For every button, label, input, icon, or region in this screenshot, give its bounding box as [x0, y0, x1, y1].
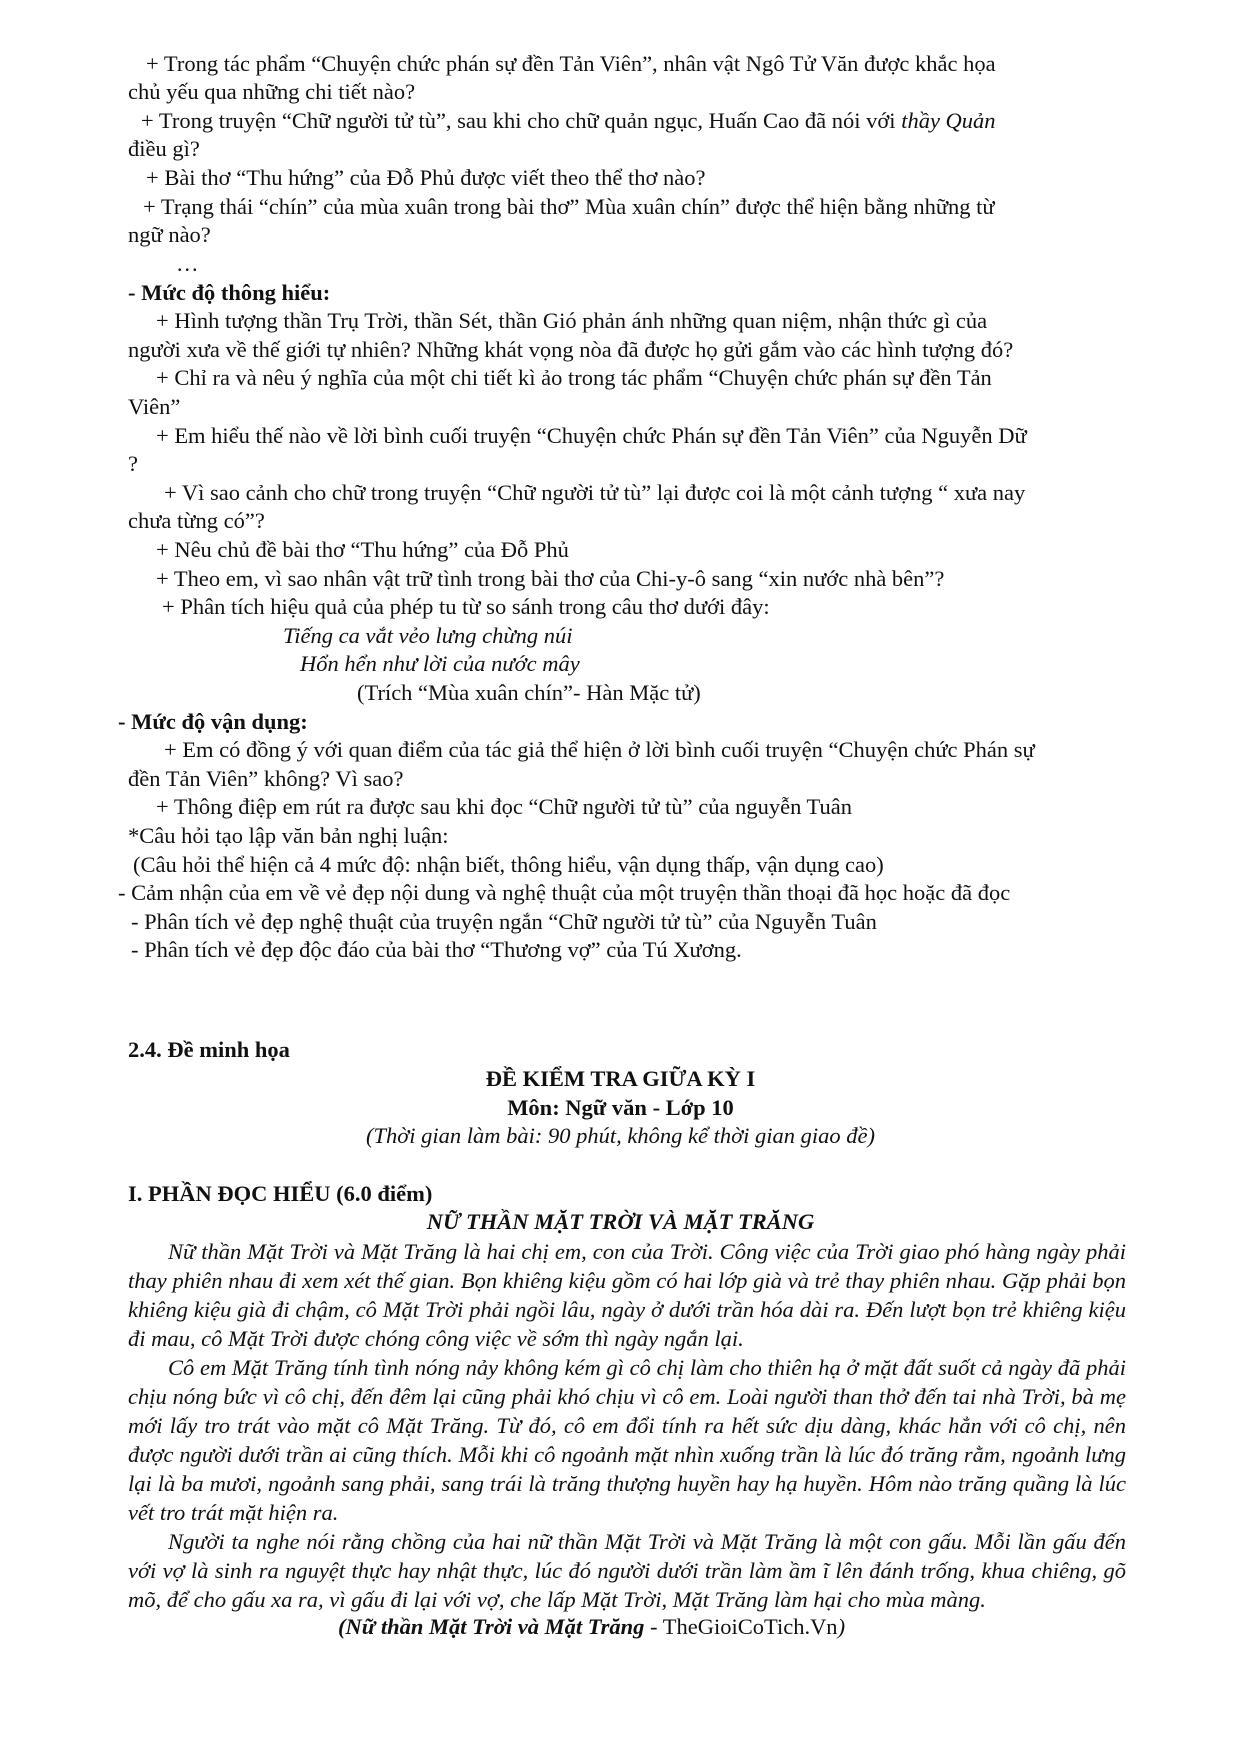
question-line: + Vì sao cảnh cho chữ trong truyện “Chữ người tử tù” lại được coi là một cảnh tượng “ xưa nay: [164, 480, 1026, 505]
question-line: chưa từng có”?: [128, 508, 265, 533]
reading-passage: [128, 1237, 1126, 1614]
question-line: + Em hiểu thế nào về lời bình cuối truyện “Chuyện chức Phán sự đền Tản Viên” của Nguyễn Dữ: [156, 423, 1027, 448]
section-heading: 2.4. Đề minh họa: [128, 1037, 290, 1062]
question-line: Viên”: [128, 394, 181, 419]
question-line: + Bài thơ “Thu hứng” của Đỗ Phủ được viết theo thể thơ nào?: [146, 165, 706, 190]
question-line: ngữ nào?: [128, 222, 211, 247]
poem-line: Hổn hển như lời của nước mây: [300, 651, 580, 676]
poem-line: Tiếng ca vắt vẻo lưng chừng núi: [283, 623, 573, 648]
passage-paragraph: Nữ thần Mặt Trời và Mặt Trăng là hai chị em, con của Trời. Công việc của Trời giao phó hàng ngày phải thay phiên nhau đi xem xét thế gian. Bọn khiêng kiệu gồm có hai lớp già và trẻ thay phiên nhau. Gặp phải bọn khiêng kiệu già đi chậm, cô Mặt Trời phải ngồi lâu, ngày ở dưới trần hóa dài ra. Đến lượt bọn trẻ khiêng kiệu đi mau, cô Mặt Trời được chóng công việc về sớm thì ngày ngắn lại.: [128, 1239, 1126, 1351]
exam-time: (Thời gian làm bài: 90 phút, không kể thời gian giao đề): [366, 1123, 875, 1148]
passage-paragraph: Cô em Mặt Trăng tính tình nóng nảy không kém gì cô chị làm cho thiên hạ ở mặt đất suốt cả ngày đã phải chịu nóng bức vì cô chị, đến đêm lại cũng phải khó chịu vì cô em. Loài người than thở đến tai nhà Trời, bà mẹ mới lấy tro trát vào mặt cô Mặt Trăng. Từ đó, cô em đổi tính ra hết sức dịu dàng, khác hẳn với cô chị, nên được người dưới trần ai cũng thích. Mỗi khi cô ngoảnh mặt nhìn xuống trần là lúc đó trăng rằm, ngoảnh lưng lại là ba mươi, ngoảnh sang phải, sang trái là trăng thượng huyền hay hạ huyền. Hôm nào trăng quầng là lúc vết tro trát mặt hiện ra.: [128, 1355, 1126, 1525]
reading-title: NỮ THẦN MẶT TRỜI VÀ MẶT TRĂNG: [426, 1209, 815, 1234]
exam-subject: Môn: Ngữ văn - Lớp 10: [507, 1095, 734, 1120]
essay-item: - Phân tích vẻ đẹp nghệ thuật của truyện ngắn “Chữ người tử tù” của Nguyễn Tuân: [131, 909, 877, 934]
question-line: + Theo em, vì sao nhân vật trữ tình trong bài thơ của Chi-y-ô sang “xin nước nhà bên”?: [156, 566, 945, 591]
question-line: điều gì?: [128, 136, 200, 161]
understanding-heading: - Mức độ thông hiểu:: [128, 280, 331, 305]
application-heading: - Mức độ vận dụng:: [118, 709, 308, 734]
question-line: người xưa về thế giới tự nhiên? Những khát vọng nòa đã được họ gửi gắm vào các hình tượng đó?: [128, 337, 1014, 362]
ellipsis: …: [176, 251, 199, 276]
question-line: + Phân tích hiệu quả của phép tu từ so sánh trong câu thơ dưới đây:: [162, 594, 770, 619]
essay-item: - Phân tích vẻ đẹp độc đáo của bài thơ “Thương vợ” của Tú Xương.: [131, 937, 742, 962]
question-line: + Chỉ ra và nêu ý nghĩa của một chi tiết kì ảo trong tác phẩm “Chuyện chức phán sự đền Tản: [156, 365, 992, 390]
exam-title: ĐỀ KIỂM TRA GIỮA KỲ I: [485, 1066, 756, 1091]
question-line: + Trạng thái “chín” của mùa xuân trong bài thơ” Mùa xuân chín” được thể hiện bằng những từ: [143, 194, 995, 219]
question-line: + Em có đồng ý với quan điểm của tác giả thể hiện ở lời bình cuối truyện “Chuyện chức Phán sự: [164, 737, 1035, 762]
question-line: + Nêu chủ đề bài thơ “Thu hứng” của Đỗ Phủ: [156, 537, 569, 562]
essay-item: - Cảm nhận của em về vẻ đẹp nội dung và nghệ thuật của một truyện thần thoại đã học hoặc đã đọc: [118, 880, 1011, 905]
question-line: đền Tản Viên” không? Vì sao?: [128, 766, 404, 791]
question-line: + Trong tác phẩm “Chuyện chức phán sự đền Tản Viên”, nhân vật Ngô Tử Văn được khắc họa: [146, 51, 996, 76]
reading-heading: I. PHẦN ĐỌC HIỂU (6.0 điểm): [128, 1181, 433, 1206]
question-line: + Hình tượng thần Trụ Trời, thần Sét, thần Gió phản ánh những quan niệm, nhận thức gì của: [156, 308, 988, 333]
poem-source: (Trích “Mùa xuân chín”- Hàn Mặc tử): [357, 680, 701, 705]
essay-heading: *Câu hỏi tạo lập văn bản nghị luận:: [128, 823, 449, 848]
question-line: chủ yếu qua những chi tiết nào?: [128, 79, 416, 104]
question-line: + Trong truyện “Chữ người tử tù”, sau khi cho chữ quản ngục, Huấn Cao đã nói với thầy Quản: [141, 108, 996, 133]
passage-source: (Nữ thần Mặt Trời và Mặt Trăng - TheGioiCoTich.Vn): [338, 1614, 846, 1639]
question-line: ?: [128, 451, 138, 476]
essay-note: (Câu hỏi thể hiện cả 4 mức độ: nhận biết, thông hiểu, vận dụng thấp, vận dụng cao): [133, 852, 884, 877]
question-line: + Thông điệp em rút ra được sau khi đọc “Chữ người tử tù” của nguyễn Tuân: [156, 794, 852, 819]
passage-paragraph: Người ta nghe nói rằng chồng của hai nữ thần Mặt Trời và Mặt Trăng là một con gấu. Mỗi lần gấu đến với vợ là sinh ra nguyệt thực hay nhật thực, lúc đó người dưới trần làm ầm ĩ lên đánh trống, khua chiêng, gõ mõ, để cho gấu xa ra, vì gấu đi lại với vợ, che lấp Mặt Trời, Mặt Trăng làm hại cho mùa màng.: [128, 1529, 1126, 1612]
